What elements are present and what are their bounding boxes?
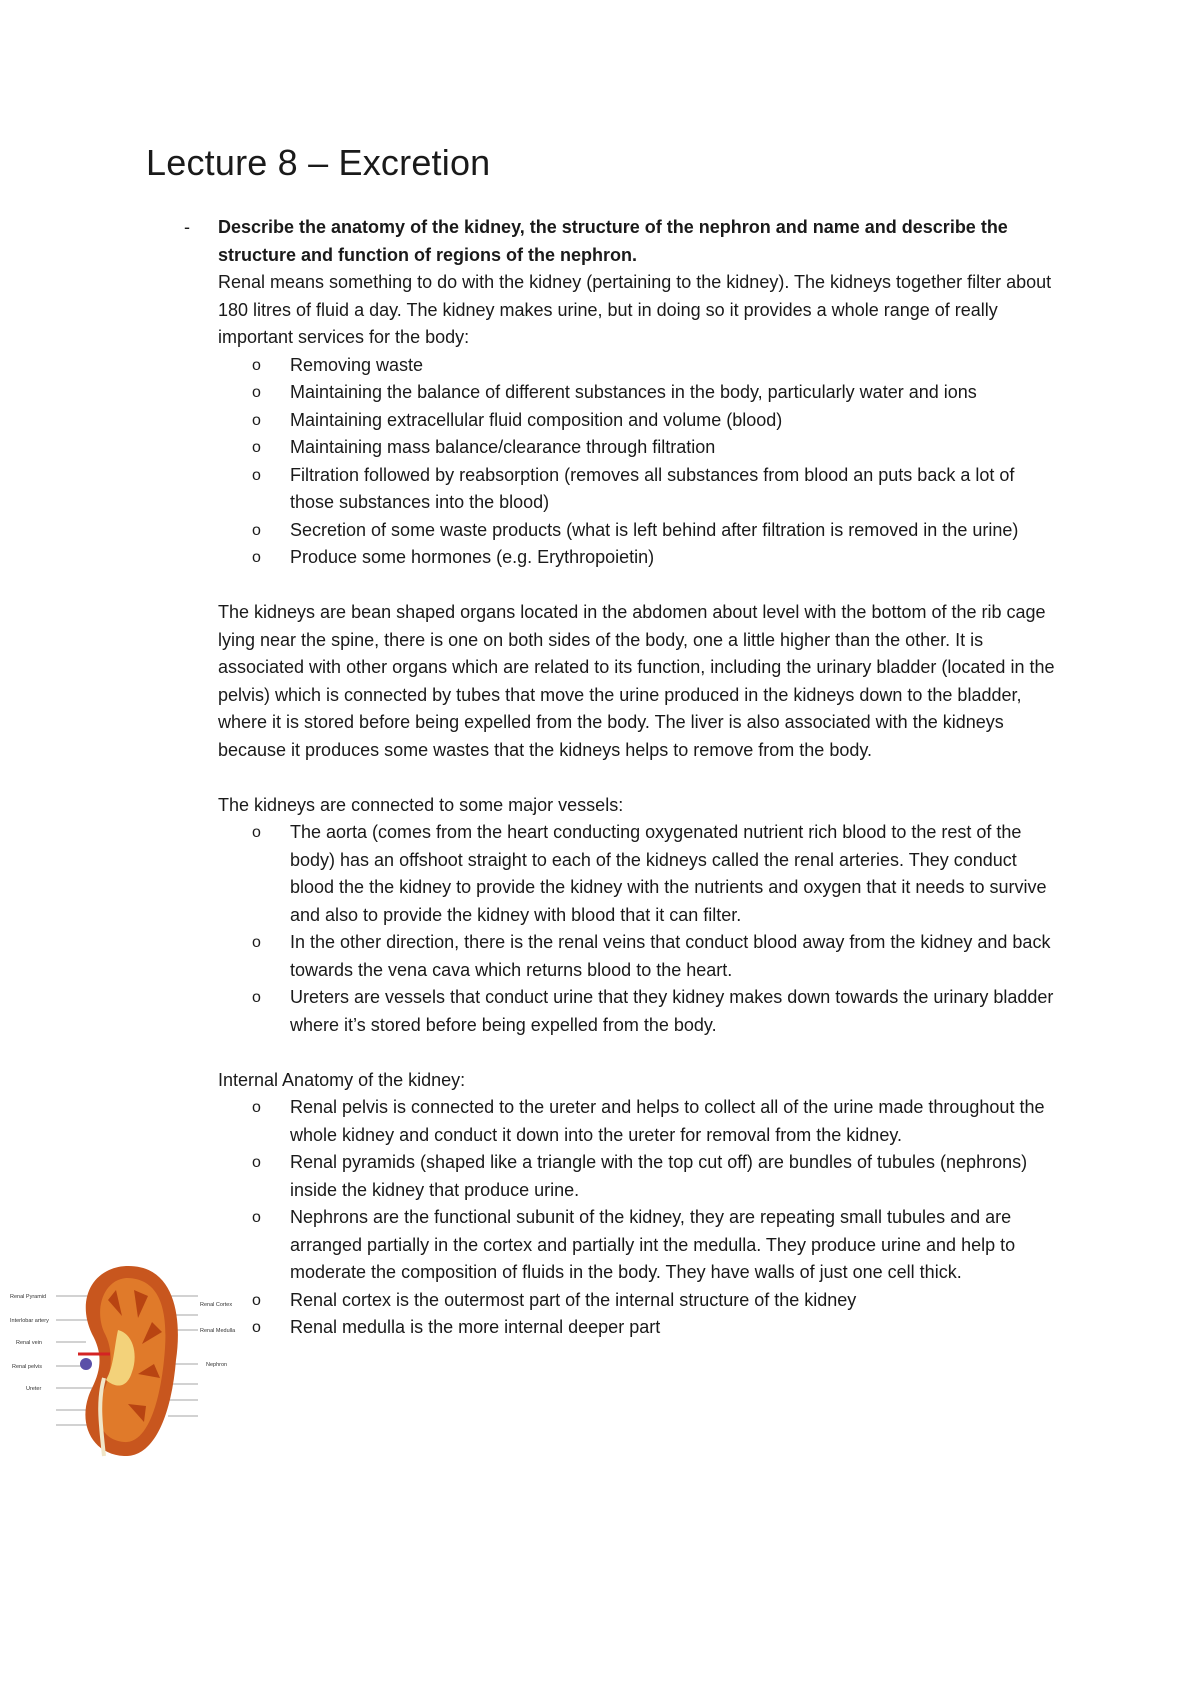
vessels-list [218, 819, 1058, 1039]
section-heading: Describe the anatomy of the kidney, the structure of the nephron and name and describe the structure and function of regions of the nephron. [218, 217, 1008, 265]
bullet-glyph: o [252, 549, 261, 566]
label-renal-cortex: Renal Cortex [200, 1302, 233, 1308]
list-item: o Filtration followed by reabsorption (removes all substances from blood an puts back a lot of those substances into the blood) [290, 462, 1058, 517]
bullet-glyph: o [252, 1209, 261, 1226]
list-item: o Secretion of some waste products (what is left behind after filtration is removed in the urine) [290, 517, 1058, 545]
list-item: o Maintaining the balance of different substances in the body, particularly water and ions [290, 379, 1058, 407]
list-item: o Renal pelvis is connected to the ureter and helps to collect all of the urine made throughout the whole kidney and conduct it down into the ureter for removal from the kidney. [290, 1094, 1058, 1149]
vessels-intro: The kidneys are connected to some major vessels: [218, 794, 624, 815]
document-body [184, 214, 1058, 1342]
bullet-glyph: o [252, 934, 261, 951]
label-renal-medulla: Renal Medulla [200, 1328, 236, 1334]
label-renal-pelvis: Renal pelvis [12, 1364, 42, 1370]
bullet-glyph: o [252, 384, 261, 401]
list-item: o Renal pyramids (shaped like a triangle with the top cut off) are bundles of tubules (nephrons) inside the kidney that produce urine. [290, 1149, 1058, 1204]
bullet-glyph: o [252, 439, 261, 456]
list-item: o Renal cortex is the outermost part of the internal structure of the kidney [290, 1287, 1058, 1315]
label-ureter: Ureter [26, 1386, 42, 1392]
list-item: o Ureters are vessels that conduct urine that they kidney makes down towards the urinary bladder where it’s stored before being expelled from the body. [290, 984, 1058, 1039]
label-renal-vein: Renal vein [16, 1340, 42, 1346]
bullet-glyph: o [252, 466, 261, 484]
list-item: o Maintaining mass balance/clearance through filtration [290, 434, 1058, 462]
kidney-diagram [6, 1260, 246, 1460]
label-interlobar-artery: Interlobar artery [10, 1318, 49, 1324]
location-paragraph: The kidneys are bean shaped organs located in the abdomen about level with the bottom of the rib cage lying near the spine, there is one on both sides of the body, one a little higher than the other. It is associated with other organs which are related to its function, including the urinary bladder (located in the pelvis) which is connected by tubes that move the urine produced in the kidneys down to the bladder, where it is stored before being expelled from the body. The liver is also associated with the kidneys because it produces some wastes that the kidneys helps to remove from the body. [218, 602, 1055, 760]
bullet-glyph: o [252, 1099, 261, 1116]
list-item: o Maintaining extracellular fluid composition and volume (blood) [290, 407, 1058, 435]
list-item: o Removing waste [290, 352, 1058, 380]
intro-paragraph: Renal means something to do with the kidney (pertaining to the kidney). The kidneys together filter about 180 litres of fluid a day. The kidney makes urine, but in doing so it provides a whole range of really important services for the body: [218, 272, 1052, 347]
bullet-glyph: o [252, 989, 261, 1006]
internal-anatomy-list [218, 1094, 1058, 1342]
bullet-glyph: o [252, 1319, 261, 1336]
heading-dash: - [184, 217, 190, 237]
label-renal-pyramid: Renal Pyramid [10, 1294, 47, 1300]
list-item: o In the other direction, there is the renal veins that conduct blood away from the kidney and back towards the vena cava which returns blood to the heart. [290, 929, 1058, 984]
internal-anatomy-intro: Internal Anatomy of the kidney: [218, 1069, 466, 1090]
list-item: o The aorta (comes from the heart conducting oxygenated nutrient rich blood to the rest of the body) has an offshoot straight to each of the kidneys called the renal arteries. They conduct blood the the kidney to provide the kidney with the nutrients and oxygen that it needs to survive and also to provide the kidney with blood that it can filter. [290, 819, 1058, 929]
bullet-glyph: o [252, 356, 261, 374]
bullet-glyph: o [252, 824, 261, 841]
label-nephron: Nephron [206, 1362, 228, 1368]
list-item: o Nephrons are the functional subunit of the kidney, they are repeating small tubules and are arranged partially in the cortex and partially int the medulla. They produce urine and help to moderate the composition of fluids in the body. They have walls of just one cell thick. [290, 1204, 1058, 1287]
kidney-diagram-svg [6, 1260, 246, 1460]
bullet-glyph: o [252, 411, 261, 429]
bullet-glyph: o [252, 1291, 261, 1309]
bullet-glyph: o [252, 1154, 261, 1171]
list-item: o Produce some hormones (e.g. Erythropoietin) [290, 544, 1058, 572]
page-title: Lecture 8 – Excretion [146, 142, 491, 183]
bullet-glyph: o [252, 521, 261, 539]
services-list [218, 352, 1058, 572]
renal-vein-circle [80, 1358, 92, 1370]
list-item: o Renal medulla is the more internal deeper part [290, 1314, 1058, 1342]
